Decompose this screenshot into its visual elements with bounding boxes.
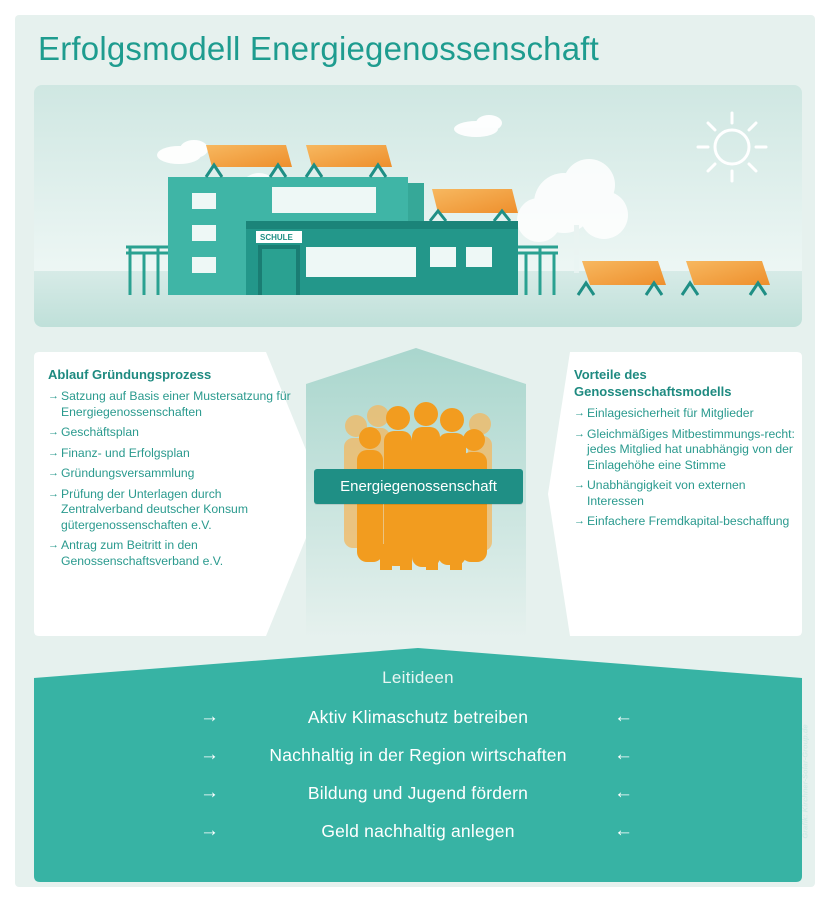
arrow-right-icon: → — [574, 407, 585, 419]
list-item: → Geschäftsplan — [48, 425, 139, 439]
guiding-ideas-section — [34, 648, 802, 884]
page-title: Erfolgsmodell Energiegenossenschaft — [38, 30, 599, 67]
arrow-right-icon: → — [48, 446, 59, 459]
list-item: → Einlagesicherheit für Mitglieder — [574, 406, 754, 420]
advantages-heading: Vorteile des Genossenschaftsmodells — [574, 367, 732, 399]
arrow-left-icon: ← — [614, 706, 633, 727]
arrow-right-icon: → — [48, 487, 59, 500]
list-item: → Gleichmäßiges Mitbestimmungs-recht: jedes Mitglied hat unabhängig von der Einlagehöhe eine Stimme — [574, 426, 795, 472]
arrow-right-icon: → — [48, 467, 59, 479]
list-item: → Prüfung der Unterlagen durch Zentralverband deutscher Konsum gütergenossenschaften e.V. — [48, 486, 248, 532]
arrow-right-icon: → — [200, 706, 219, 727]
advantages-list — [574, 406, 796, 530]
arrow-left-icon: ← — [614, 744, 633, 765]
list-item: → Gründungsversammlung — [48, 466, 195, 480]
list-item: → Nachhaltig in der Region wirtschaften ← — [34, 740, 802, 770]
arrow-left-icon: ← — [614, 820, 633, 841]
founding-process-heading: Ablauf Gründungsprozess — [48, 367, 212, 382]
guiding-ideas-title: Leitideen — [382, 668, 454, 687]
list-item: → Aktiv Klimaschutz betreiben ← — [34, 702, 802, 732]
cooperative-label: Energiegenossenschaft — [314, 469, 523, 504]
arrow-right-icon: → — [48, 539, 59, 551]
list-item: → Antrag zum Beitritt in den Genossenschaftsverband e.V. — [48, 538, 224, 568]
scene-illustration — [34, 85, 802, 327]
arrow-right-icon: → — [574, 515, 585, 527]
founding-process-panel — [34, 352, 324, 636]
school-sign: SCHULE — [260, 233, 293, 242]
list-item: → Satzung auf Basis einer Mustersatzung für Energiegenossenschaften — [48, 389, 291, 419]
list-item: → Unabhängigkeit von externen Interessen — [574, 478, 746, 508]
school-solar-scene — [34, 85, 802, 327]
arrow-right-icon: → — [48, 390, 59, 402]
arrow-left-icon: ← — [614, 782, 633, 803]
cooperative-center — [300, 348, 532, 638]
founding-steps-list — [48, 389, 298, 569]
arrow-right-icon: → — [200, 820, 219, 841]
list-item: → Finanz- und Erfolgsplan — [48, 445, 190, 460]
arrow-right-icon: → — [48, 426, 59, 438]
arrow-right-icon: → — [200, 782, 219, 803]
list-item: → Bildung und Jugend fördern ← — [34, 778, 802, 808]
list-item: → Einfachere Fremdkapital-beschaffung — [574, 514, 790, 528]
list-item: → Geld nachhaltig anlegen ← — [34, 816, 802, 846]
arrow-right-icon: → — [574, 479, 585, 491]
cooperative-advantages-panel — [548, 352, 802, 636]
arrow-right-icon: → — [200, 744, 219, 765]
credit-text: Grafik: Kirchner-Solar-Group.de — [800, 724, 810, 839]
arrow-right-icon: → — [574, 427, 585, 440]
